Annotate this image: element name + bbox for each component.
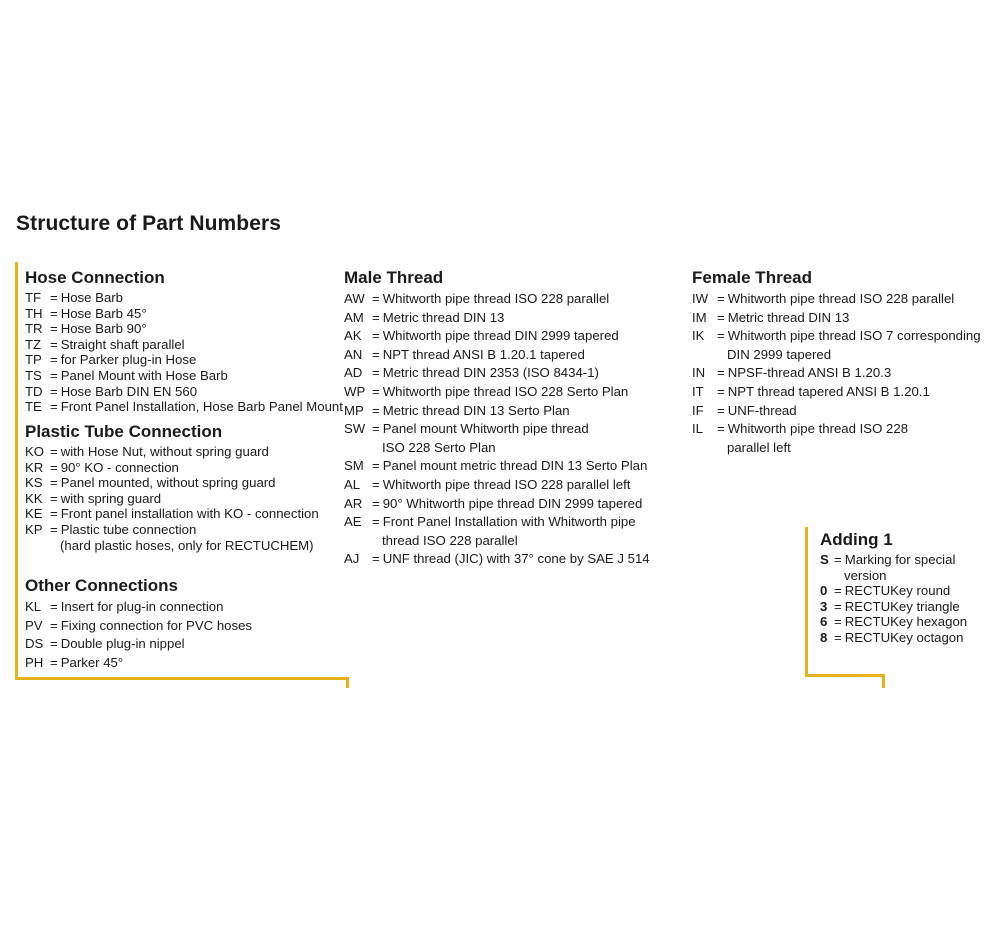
plastic-tube-connection-title: Plastic Tube Connection [25,422,223,441]
list-item: AL = Whitworth pipe thread ISO 228 parallel left [344,476,631,492]
list-item-continuation: thread ISO 228 parallel [382,532,518,548]
list-item: AD = Metric thread DIN 2353 (ISO 8434-1) [344,365,599,381]
list-item: AR = 90° Whitworth pipe thread DIN 2999 tapered [344,495,643,511]
list-item: IT = NPT thread tapered ANSI B 1.20.1 [692,383,930,399]
list-item: SM = Panel mount metric thread DIN 13 Serto Plan [344,458,648,474]
list-item: KR = 90° KO - connection [25,459,179,475]
other-connections-section [25,576,252,672]
list-item: AW = Whitworth pipe thread ISO 228 parallel [344,291,610,306]
list-item: IL = Whitworth pipe thread ISO 228 [692,421,909,437]
list-item: IW = Whitworth pipe thread ISO 228 parallel [692,291,955,306]
right-bracket-end [882,674,885,688]
list-item: IM = Metric thread DIN 13 [692,309,850,325]
other-connections-title: Other Connections [25,576,179,595]
list-item-continuation: ISO 228 Serto Plan [382,439,496,455]
male-thread-title: Male Thread [344,268,444,287]
list-item: IF = UNF-thread [692,402,797,418]
list-item: KL = Insert for plug-in connection [25,599,224,614]
list-item: KE = Front panel installation with KO - connection [25,506,319,522]
list-item-continuation: parallel left [727,439,791,455]
left-bracket-vertical [15,262,18,680]
list-item: KS = Panel mounted, without spring guard [25,475,276,491]
list-item: AM = Metric thread DIN 13 [344,309,505,325]
list-item: KK = with spring guard [25,490,162,506]
right-bracket-bottom [805,674,885,677]
female-thread-section [692,268,981,457]
list-item-continuation: DIN 2999 tapered [727,346,832,362]
right-bracket-vertical [805,527,808,677]
list-item: AE = Front Panel Installation with Whitworth pipe [344,514,636,530]
list-item: TS = Panel Mount with Hose Barb [25,367,228,383]
list-item: KP = Plastic tube connection [25,521,197,537]
list-item: 3 = RECTUKey triangle [820,598,960,614]
list-item: MP = Metric thread DIN 13 Serto Plan [344,402,570,418]
list-item: TZ = Straight shaft parallel [25,336,185,352]
kp-continuation: (hard plastic hoses, only for RECTUCHEM) [60,537,314,553]
list-item: AJ = UNF thread (JIC) with 37° cone by SAE J 514 [344,551,650,567]
list-item: PH = Parker 45° [25,654,124,670]
hose-connection-title: Hose Connection [25,268,165,287]
hose-connection-section [25,268,343,415]
list-item: S = Marking for special [820,552,956,567]
adding-1-section [820,530,967,646]
male-thread-section [344,268,650,569]
list-item: KO = with Hose Nut, without spring guard [25,444,269,459]
adding-1-title: Adding 1 [820,530,893,549]
list-item: PV = Fixing connection for PVC hoses [25,617,253,633]
list-item: WP = Whitworth pipe thread ISO 228 Serto Plan [344,383,629,399]
list-item: TE = Front Panel Installation, Hose Barb Panel Mount [25,399,343,415]
list-item: TH = Hose Barb 45° [25,305,147,321]
left-bracket-bottom [15,677,349,680]
female-thread-title: Female Thread [692,268,812,287]
list-item: 8 = RECTUKey octagon [820,629,964,645]
list-item: 0 = RECTUKey round [820,583,951,599]
list-item: 6 = RECTUKey hexagon [820,614,968,630]
list-item: TP = for Parker plug-in Hose [25,352,197,368]
list-item: TD = Hose Barb DIN EN 560 [25,383,198,399]
list-item: SW = Panel mount Whitworth pipe thread [344,421,589,437]
list-item: TR = Hose Barb 90° [25,321,147,337]
list-item: AK = Whitworth pipe thread DIN 2999 tapered [344,328,619,344]
list-item: IK = Whitworth pipe thread ISO 7 corresponding [692,328,981,344]
list-item: IN = NPSF-thread ANSI B 1.20.3 [692,365,892,381]
page-title: Structure of Part Numbers [16,212,282,235]
list-item-continuation: version [844,567,887,583]
plastic-tube-connection-section [25,422,319,553]
list-item: DS = Double plug-in nippel [25,636,185,652]
list-item: AN = NPT thread ANSI B 1.20.1 tapered [344,346,585,362]
left-bracket-end [346,677,349,688]
list-item: TF = Hose Barb [25,290,124,305]
